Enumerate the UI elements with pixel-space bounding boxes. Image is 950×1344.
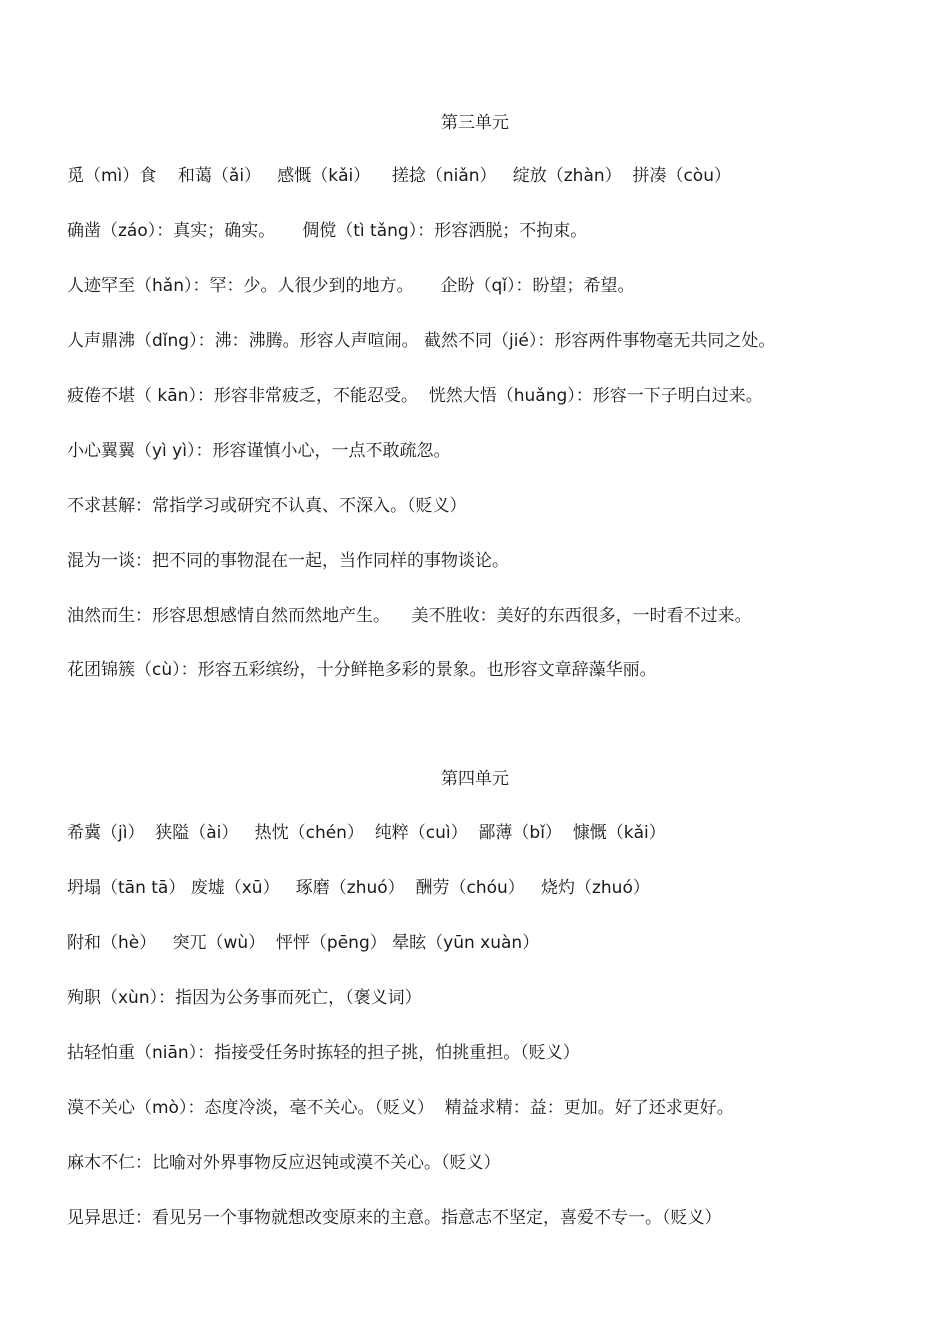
- vocab-line: 麻木不仁：比喻对外界事物反应迟钝或漠不关心。（贬义）: [67, 1153, 501, 1173]
- vocab-line: 混为一谈：把不同的事物混在一起，当作同样的事物谈论。: [67, 551, 509, 571]
- vocab-line: 花团锦簇（cù）：形容五彩缤纷，十分鲜艳多彩的景象。也形容文章辞藻华丽。: [67, 660, 657, 680]
- vocab-line: 漠不关心（mò）：态度冷淡，毫不关心。（贬义） 精益求精：益：更加。好了还求更好。: [67, 1098, 734, 1118]
- vocab-line: 附和（hè） 突兀（wù） 怦怦（pēng） 晕眩（yūn xuàn）: [67, 933, 540, 953]
- vocab-line: 油然而生：形容思想感情自然而然地产生。 美不胜收：美好的东西很多，一时看不过来。: [67, 606, 752, 626]
- vocab-line: 坍塌（tān tā） 废墟（xū） 琢磨（zhuó） 酬劳（chóu） 烧灼（zhuó）: [67, 878, 650, 898]
- vocab-line: 见异思迁：看见另一个事物就想改变原来的主意。指意志不坚定，喜爱不专一。（贬义）: [67, 1208, 722, 1228]
- vocab-line: 不求甚解：常指学习或研究不认真、不深入。（贬义）: [67, 496, 467, 516]
- vocab-line: 疲倦不堪（ kān）：形容非常疲乏，不能忍受。 恍然大悟（huǎng）：形容一下子明白过来。: [67, 386, 763, 406]
- section-title-unit-4: 第四单元: [441, 769, 509, 789]
- vocab-line: 殉职（xùn）：指因为公务事而死亡，（褒义词）: [67, 988, 422, 1008]
- vocab-line: 人声鼎沸（dǐng）：沸：沸腾。形容人声喧闹。 截然不同（jié）：形容两件事物毫无共同之处。: [67, 331, 776, 351]
- vocab-line: 确凿（záo）：真实；确实。 倜傥（tì tǎng）：形容洒脱；不拘束。: [67, 221, 588, 241]
- vocab-line: 觅（mì）食 和蔼（ǎi） 感慨（kǎi） 搓捻（niǎn） 绽放（zhàn） 拼凑（còu）: [67, 166, 731, 186]
- vocab-line: 小心翼翼（yì yì）：形容谨慎小心，一点不敢疏忽。: [67, 441, 451, 461]
- vocab-line: 希冀（jì） 狭隘（ài） 热忱（chén） 纯粹（cuì） 鄙薄（bǐ） 慷慨（kǎi）: [67, 823, 666, 843]
- vocab-line: 拈轻怕重（niān）：指接受任务时拣轻的担子挑，怕挑重担。（贬义）: [67, 1043, 580, 1063]
- vocab-line: 人迹罕至（hǎn）：罕：少。人很少到的地方。 企盼（qǐ）：盼望；希望。: [67, 276, 635, 296]
- section-title-unit-3: 第三单元: [441, 113, 509, 133]
